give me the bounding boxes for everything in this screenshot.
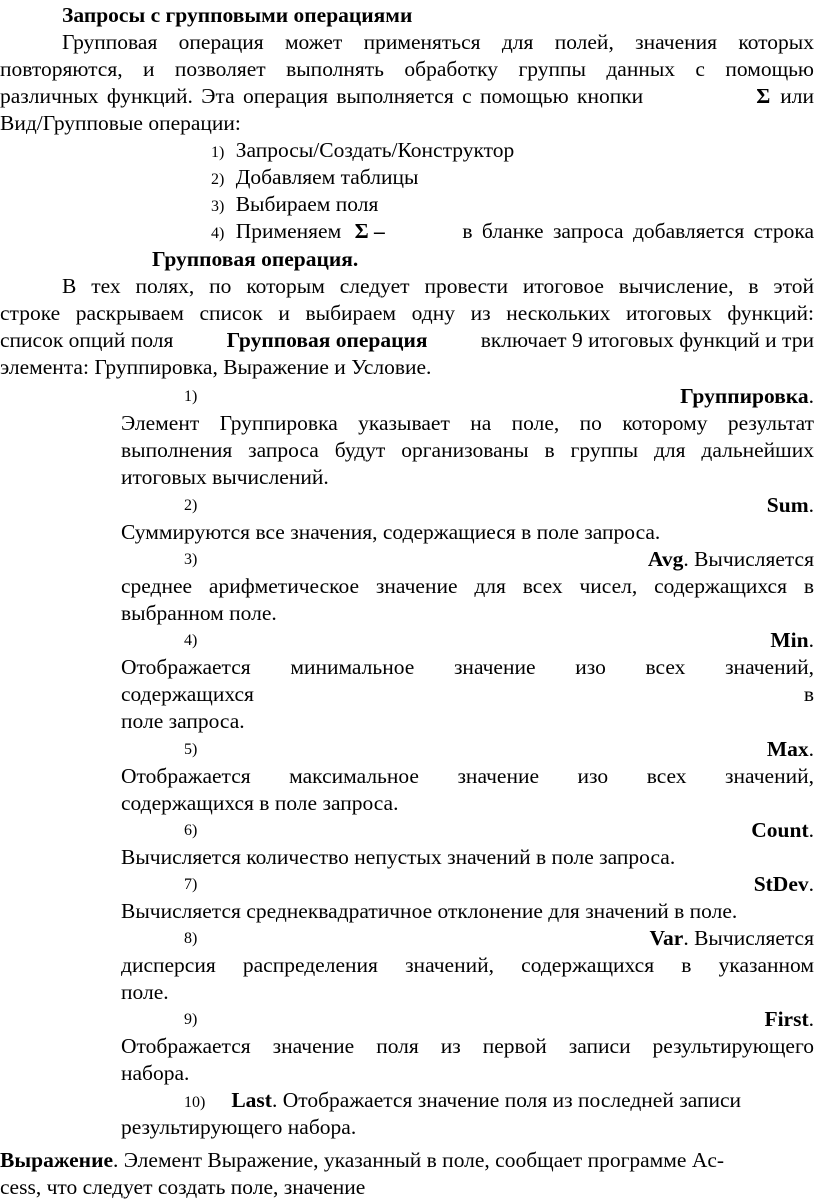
sigma-icon: Σ [756,84,771,108]
function-header: StDev. [753,872,814,896]
intro-line-3 [0,83,814,110]
para2-line-3: список опций поля Групповая операция включает 9 итоговых функций и три [0,328,814,352]
para2-line-4: элемента: Группировка, Выражение и Условие. [0,355,432,379]
function-description-line: Элемент Группировка указывает на поле, по которому результат [121,411,814,435]
function-description-line: результирующего набора. [121,1115,357,1139]
function-description-line: Отображается максимальное значение изо всех значений, [121,764,814,788]
final-line-2: cess, что следует создать поле, значение [0,1175,366,1199]
function-header: Count. [751,818,814,842]
page-title: Запросы с групповыми операциями [62,3,413,27]
function-name: First [764,1007,809,1031]
function-description-line: Отображается значение поля из первой записи результирующего [121,1034,814,1058]
function-name: Avg [647,547,684,571]
function-description-line: содержащихся в [121,682,814,706]
step-4-cont: Групповая операция. [152,247,359,271]
intro-line-1: Групповая операция может применяться для полей, значения которых [62,30,814,54]
function-description-line: итоговых вычислений. [121,465,329,489]
function-header: First. [764,1007,814,1031]
step-2: 2) Добавляем таблицы [211,165,419,189]
function-description-line: выполнения запроса будут организованы в группы для дальнейших [121,438,814,462]
function-number: 3) [184,551,198,568]
function-name: Sum [766,493,809,517]
function-number: 2) [184,497,198,514]
function-number: 1) [184,388,198,405]
step-1: 1) Запросы/Создать/Конструктор [211,138,515,162]
function-number: 7) [184,876,198,893]
function-description-line: Вычисляется количество непустых значений в поле запроса. [121,845,676,869]
sigma-icon: Σ – [354,219,385,243]
function-description-line: Отображается минимальное значение изо всех значений, [121,655,814,679]
function-number: 9) [184,1011,198,1028]
function-description-line: выбранном поле. [121,601,277,625]
function-header: Max. [766,737,814,761]
function-header: Sum. [766,493,814,517]
function-name: Min [770,628,809,652]
function-header: Группировка. [680,384,814,408]
function-header: Avg. Вычисляется [647,547,814,571]
function-description-line: Суммируются все значения, содержащиеся в поле запроса. [121,520,661,544]
function-number: 8) [184,930,198,947]
function-description-line: поле запроса. [121,709,245,733]
function-description-line: содержащихся в поле запроса. [121,791,399,815]
function-header: 10) Last. Отображается значение поля из последней записи [184,1088,742,1112]
para2-line-1: В тех полях, по которым следует провести итоговое вычисление, в этой [62,274,814,298]
function-number: 5) [184,741,198,758]
intro-line-4: Вид/Групповые операции: [0,111,241,135]
function-description-line: Вычисляется среднеквадратичное отклонение для значений в поле. [121,899,738,923]
function-description-line: дисперсия распределения значений, содержащихся в указанном [121,953,814,977]
function-header: Var. Вычисляется [649,926,814,950]
function-number: 4) [184,632,198,649]
final-line-1: Выражение. Элемент Выражение, указанный в поле, сообщает программе Ac- [0,1148,725,1172]
function-header: Min. [770,628,814,652]
function-name: Last [231,1088,272,1112]
intro-line-3-text: различных функций. Эта операция выполняется с помощью кнопки [0,84,644,108]
step-3: 3) Выбираем поля [211,192,379,216]
function-description-line: среднее арифметическое значение для всех чисел, содержащихся в [121,574,814,598]
function-name: Var [649,926,684,950]
function-name: Count [751,818,809,842]
function-name: StDev [753,872,809,896]
para2-line-2: строке раскрываем список и выбираем одну из нескольких итоговых функций: [0,301,814,325]
function-description-line: поле. [121,980,169,1004]
function-name: Max [766,737,809,761]
intro-line-2: повторяются, и позволяет выполнять обработку группы данных с помощью [0,57,814,81]
step-4: 4) Применяем Σ – в бланке запроса добавляется строка [211,219,814,243]
intro-line-3-tail: или [780,84,814,108]
function-name: Группировка [680,384,809,408]
function-number: 6) [184,822,198,839]
function-description-line: набора. [121,1061,190,1085]
